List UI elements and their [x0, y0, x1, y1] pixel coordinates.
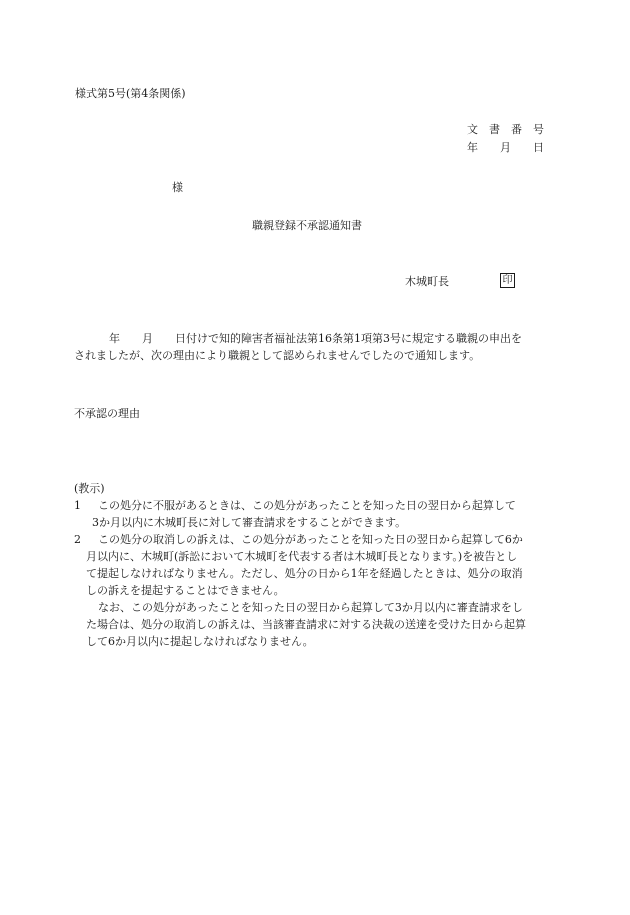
notice-supplement-line: た場合は、処分の取消しの訴えは、当該審査請求に対する決裁の送達を受けた日から起算: [86, 618, 526, 631]
body-text: [74, 330, 554, 364]
seal-mark: 印: [500, 273, 515, 288]
document-title: 職親登録不承認通知書: [252, 219, 362, 232]
notice-supplement-line: して6か月以内に提起しなければなりません。: [86, 635, 314, 648]
document-number-label: 文 書 番 号: [467, 123, 544, 136]
notice-item-2-number: 2: [74, 533, 81, 546]
document-date-label: 年 月 日: [467, 141, 544, 154]
notice-supplement: [74, 599, 556, 650]
notice-item-2-line: て提起しなければなりません。ただし、処分の日から1年を経過したときは、処分の取消: [86, 567, 523, 580]
addressee-honorific: 様: [172, 181, 183, 194]
notice-item-1: [74, 497, 556, 531]
notice-item-1-line: 3か月以内に木城町長に対して審査請求をすることができます。: [92, 516, 407, 529]
notice-item-2-line: 月以内に、木城町(訴訟において木城町を代表する者は木城町長となります。)を被告とし: [86, 550, 518, 563]
notice-item-2-line: この処分の取消しの訴えは、この処分があったことを知った日の翌日から起算して6か: [98, 533, 523, 546]
notice-item-1-line: この処分に不服があるときは、この処分があったことを知った日の翌日から起算して: [98, 499, 516, 512]
form-number: 様式第5号(第4条関係): [75, 87, 186, 100]
notice-item-1-number: 1: [74, 499, 81, 512]
issuer-name: 木城町長: [405, 275, 449, 288]
body-line-2: されましたが、次の理由により職親として認められませんでしたので通知します。: [74, 349, 481, 362]
notice-supplement-line: なお、この処分があったことを知った日の翌日から起算して3か月以内に審査請求をし: [98, 601, 523, 614]
appeal-notice: [74, 480, 556, 650]
notice-heading: (教示): [74, 482, 105, 495]
notice-item-2: [74, 531, 556, 599]
body-line-1: 年 月 日付けで知的障害者福祉法第16条第1項第3号に規定する職親の申出を: [109, 332, 522, 345]
notice-item-2-line: しの訴えを提起することはできません。: [86, 584, 285, 597]
reason-label: 不承認の理由: [74, 407, 140, 420]
